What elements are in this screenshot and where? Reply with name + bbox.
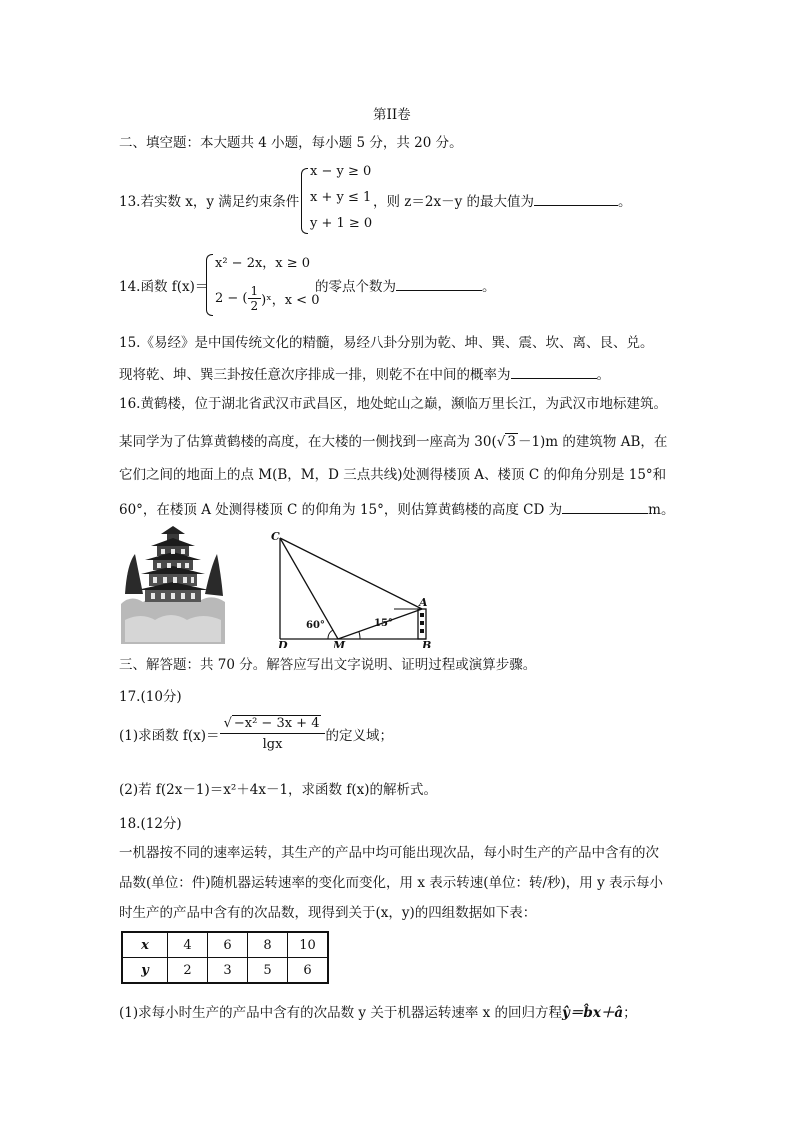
angle-arc-60: [328, 630, 333, 639]
q13-prefix: 13.若实数 x，y 满足约束条件: [119, 194, 300, 210]
q14-case-2: [215, 284, 319, 313]
q17-fraction-num: −x² − 3x + 4: [233, 716, 320, 731]
label-c: C: [271, 530, 280, 543]
label-d: D: [278, 639, 288, 648]
q17-part-1-pre: (1)求函数 f(x)＝: [119, 728, 220, 744]
q14-case-1: x² − 2x，x ≥ 0: [215, 256, 311, 271]
table-cell: 8: [248, 932, 288, 958]
table-row: [122, 958, 328, 984]
table-cell: 2: [168, 958, 208, 984]
q14-suffix: 的零点个数为: [315, 279, 396, 295]
q18-regression-equation: ŷ＝b̂x＋â: [562, 1005, 624, 1021]
q13-brace: [301, 168, 308, 234]
table-cell: 4: [168, 932, 208, 958]
q15-line-2: 现将乾、坤、巽三卦按任意次序排成一排，则乾不在中间的概率为: [119, 367, 511, 383]
q14-case-2-pre: 2 − (: [215, 291, 248, 306]
q14-fraction-den: 2: [250, 299, 259, 313]
label-b: B: [422, 639, 432, 648]
q13-constraint-2: x + y ≤ 1: [310, 190, 372, 205]
q17-fraction: $\frac{\text{√ −x² − 3x + 4}}{\lg x}$: [220, 716, 326, 752]
table-cell: 6: [208, 932, 248, 958]
building-ab-windows: [420, 613, 424, 633]
q15-end: 。: [596, 367, 610, 383]
page-title: 第II卷: [373, 107, 411, 123]
q15-answer-blank: [511, 364, 597, 379]
table-header-y: y: [122, 958, 168, 984]
table-cell: 3: [208, 958, 248, 984]
q15-line-1: 15.《易经》是中国传统文化的精髓，易经八卦分别为乾、坤、巽、震、坎、离、艮、兑。: [119, 335, 654, 351]
q18-data-table: [121, 931, 329, 984]
q14-case-2-post: )ˣ，x < 0: [261, 293, 320, 308]
q14-brace: [206, 254, 213, 316]
angle-arc-15: [359, 632, 360, 639]
q14-fraction: [248, 284, 262, 313]
q16-line-4: 60°，在楼顶 A 处测得楼顶 C 的仰角为 15°，则估算黄鹤楼的高度 CD 为: [119, 502, 563, 518]
q14-prefix: 14.函数 f(x)＝: [119, 279, 209, 295]
q16-line-2-post: －1)m 的建筑物 AB，在: [517, 434, 668, 450]
section-heading-fill-in: 二、填空题：本大题共 4 小题，每小题 5 分，共 20 分。: [119, 135, 463, 151]
table-header-x: x: [122, 932, 168, 958]
q18-line-1: 一机器按不同的速率运转，其生产的产品中均可能出现次品，每小时生产的产品中含有的次: [119, 845, 659, 861]
q17-part-1-post: 的定义域；: [325, 728, 393, 744]
q18-part-1: (1)求每小时生产的产品中含有的次品数 y 关于机器运转速率 x 的回归方程: [119, 1005, 563, 1021]
q18-label: 18.(12分): [119, 816, 182, 832]
q18-line-3: 时生产的产品中含有的次品数，现得到关于(x，y)的四组数据如下表：: [119, 905, 537, 921]
label-angle-15: 15°: [374, 618, 393, 629]
q13-suffix: ，则 z＝2x－y 的最大值为: [373, 194, 535, 210]
segment-ca: [280, 538, 422, 609]
q14-answer-blank: [396, 276, 482, 291]
table-row: [122, 932, 328, 958]
label-m: M: [333, 639, 346, 648]
label-a: A: [419, 596, 428, 609]
q13-end: 。: [618, 194, 632, 210]
yellow-crane-tower-photo: [121, 524, 225, 644]
table-cell: 6: [288, 958, 329, 984]
q17-part-1: [119, 716, 393, 752]
section-heading-answers: 三、解答题：共 70 分。解答应写出文字说明、证明过程或演算步骤。: [119, 657, 537, 673]
q17-fraction-den: lgx: [262, 737, 283, 752]
q18-line-2: 品数(单位：件)随机器运转速率的变化而变化，用 x 表示转速(单位：转/秒)，用 y 表示每小: [119, 875, 664, 891]
q16-sqrt-value: 3: [507, 434, 516, 450]
q14-fraction-num: 1: [248, 284, 262, 299]
q14-end: 。: [482, 279, 496, 295]
q16-line-2-pre: 某同学为了估算黄鹤楼的高度，在大楼的一侧找到一座高为 30(: [119, 434, 497, 450]
q16-line-1: 16.黄鹤楼，位于湖北省武汉市武昌区，地处蛇山之巅，濒临万里长江，为武汉市地标建筑。: [119, 396, 667, 412]
q17-label: 17.(10分): [119, 689, 182, 705]
q17-part-2: (2)若 f(2x－1)＝x²＋4x－1，求函数 f(x)的解析式。: [119, 782, 437, 798]
geometry-diagram: [268, 528, 444, 648]
q13-constraint-3: y + 1 ≥ 0: [310, 216, 373, 231]
q18-part-1-end: ；: [623, 1005, 637, 1021]
label-angle-60: 60°: [306, 620, 325, 631]
q16-line-3: 它们之间的地面上的点 M(B，M，D 三点共线)处测得楼顶 A、楼顶 C 的仰角分别是 15°和: [119, 467, 667, 483]
q16-end: m。: [648, 502, 675, 518]
q13-answer-blank: [534, 191, 618, 206]
table-cell: 10: [288, 932, 329, 958]
q13-constraint-1: x − y ≥ 0: [310, 164, 372, 179]
q16-answer-blank: [562, 499, 648, 514]
table-cell: 5: [248, 958, 288, 984]
